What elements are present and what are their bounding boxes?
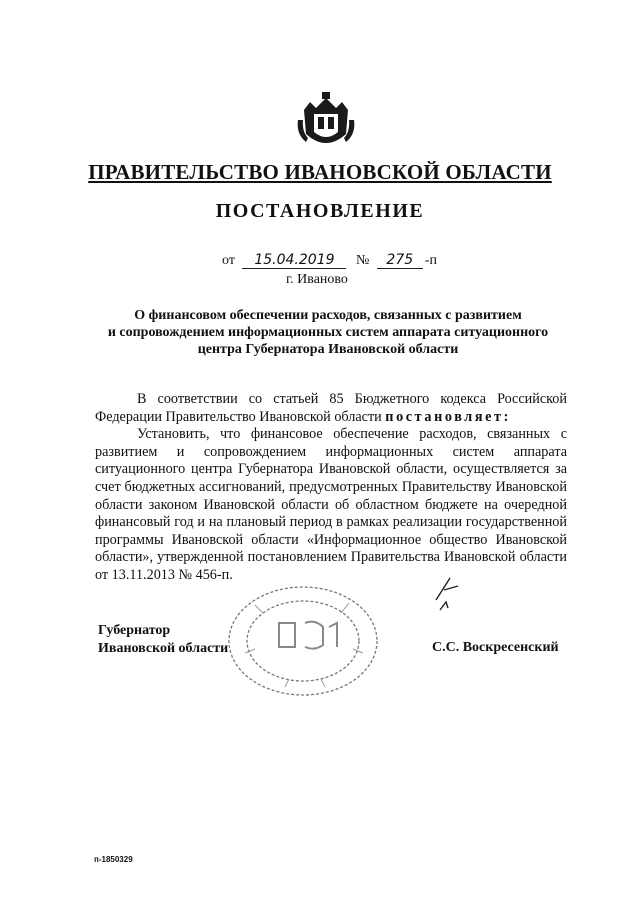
resolves-word: постановляет: <box>385 408 511 425</box>
body-paragraph-1 <box>95 391 567 426</box>
handwritten-signature <box>424 576 464 616</box>
date-prefix: от <box>222 253 235 268</box>
document-subject <box>90 307 566 358</box>
body-paragraph-2: Установить, что финансовое обеспечение расходов, связанных с развитием и сопровождением информационных систем аппарата ситуационного центра Губернатора Ивановской области, осуществляется за счет бюджетных ассигнований, предусмотренных Правительству Ивановской области законом Ивановской области об областном бюджете на очередной финансовый год и на плановый период в рамках реализации государственной программы Ивановской области «Информационное общество Ивановской области», утвержденной постановлением Правительства Ивановской области от 13.11.2013 № 456-п. <box>95 426 567 583</box>
number-prefix: № <box>355 253 370 268</box>
signatory-position <box>98 622 228 658</box>
organization-title: ПРАВИТЕЛЬСТВО ИВАНОВСКОЙ ОБЛАСТИ <box>88 160 552 184</box>
number-suffix: -п <box>424 253 437 268</box>
document-code: п-1850329 <box>94 855 133 864</box>
paragraph-text: В соответствии со статьей 85 Бюджетного кодекса Российской Федерации Правительство Ивановской области <box>95 391 567 425</box>
document-date: 15.04.2019 <box>242 253 346 269</box>
document-number: 275 <box>377 253 423 269</box>
coat-of-arms-icon <box>294 90 358 154</box>
position-line: Губернатор <box>98 623 171 638</box>
subject-line: О финансовом обеспечении расходов, связанных с развитием <box>134 308 522 323</box>
subject-line: и сопровождением информационных систем аппарата ситуационного <box>107 325 549 340</box>
position-line: Ивановской области <box>98 641 229 656</box>
subject-line: центра Губернатора Ивановской области <box>197 342 459 357</box>
city-line: г. Иваново <box>286 272 348 287</box>
document-type-heading: ПОСТАНОВЛЕНИЕ <box>215 200 425 222</box>
official-seal-stamp <box>225 583 385 698</box>
signatory-name: С.С. Воскресенский <box>432 640 559 655</box>
document-body <box>95 391 567 585</box>
date-number-line <box>222 253 437 269</box>
